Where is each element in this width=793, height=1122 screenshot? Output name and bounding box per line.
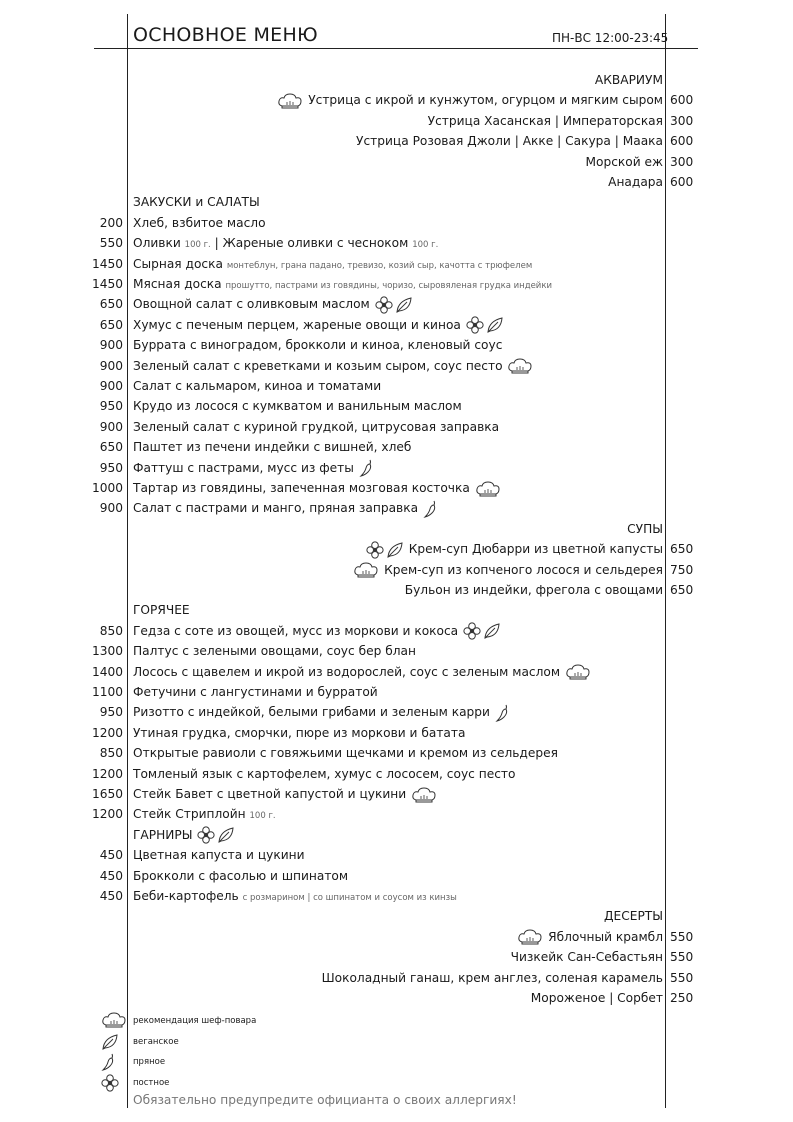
menu-item-price: 650 (99, 317, 123, 332)
allergy-warning: Обязательно предупредите официанта о своих аллергиях! (133, 1093, 517, 1107)
menu-item-name: Гедза с соте из овощей, мусс из моркови и кокоса (133, 623, 459, 638)
menu-item-text (352, 560, 663, 580)
leaf-icon (386, 541, 404, 559)
menu-item-name: Крем-суп Дюбарри из цветной капусты (408, 542, 663, 557)
menu-item-price: 900 (99, 419, 123, 434)
menu-item-name: Сырная доска (133, 256, 223, 271)
pepper-icon (359, 459, 375, 477)
menu-item-name: Фетучини с лангустинами и бурратой (133, 685, 378, 699)
menu-item-name: Фаттуш с пастрами, мусс из феты (133, 460, 354, 475)
leaf-icon (486, 316, 504, 334)
menu-item (0, 560, 793, 580)
menu-item-name: Томленый язык с картофелем, хумус с лососем, соус песто (133, 766, 516, 781)
menu-item (99, 233, 439, 253)
menu-item-name: Зеленый салат с креветками и козьим сыром, соус песто (133, 358, 503, 373)
opening-hours: ПН-ВС 12:00-23:45 (552, 31, 669, 45)
menu-item-price: 650 (99, 440, 123, 455)
menu-item (0, 90, 793, 110)
pepper-icon (423, 500, 439, 518)
menu-item-price: 450 (99, 868, 123, 883)
menu-item-price: 950 (99, 399, 123, 414)
menu-item (0, 152, 793, 172)
menu-item-name: Чизкейк Сан-Себастьян (510, 950, 663, 965)
menu-item-text (608, 172, 663, 192)
menu-item-name: Овощной салат с оливковым маслом (133, 297, 370, 312)
menu-item-price: 200 (99, 215, 123, 230)
menu-item (91, 662, 592, 682)
menu-item-name: Цветная капуста и цукини (133, 848, 305, 863)
page-title: ОСНОВНОЕ МЕНЮ (133, 24, 318, 46)
desserts-section-title: ДЕСЕРТЫ (604, 909, 663, 924)
menu-item-name: Мясная доска (133, 277, 222, 291)
leaf-icon (217, 826, 235, 844)
menu-item-note-extra: 100 г. (412, 240, 439, 251)
menu-item (91, 478, 502, 498)
chef-hat-icon (411, 787, 437, 803)
menu-item (99, 396, 462, 416)
chef-hat-icon (353, 562, 379, 578)
menu-item-price: 1200 (91, 725, 123, 740)
chef-hat-icon (507, 358, 533, 374)
soups-section-title: СУПЫ (627, 521, 663, 536)
menu-item (99, 886, 457, 906)
menu-item-name: Оливки (133, 236, 181, 251)
menu-item (99, 437, 412, 457)
menu-item (99, 845, 305, 865)
menu-item-name: Зеленый салат с куриной грудкой, цитрусовая заправка (133, 419, 500, 434)
chef-hat-icon (517, 929, 543, 945)
sides-section-title (133, 825, 236, 845)
menu-item (0, 111, 793, 131)
menu-item-name: Мороженое | Сорбет (530, 991, 663, 1005)
menu-item-note: 100 г. (249, 811, 276, 822)
menu-item-price: 600 (670, 134, 694, 149)
menu-item-price: 550 (670, 950, 694, 965)
menu-item-name: Устрица Розовая Джоли | Акке | Сакура | Маака (356, 134, 663, 149)
menu-item-name: Яблочный крамбл (548, 929, 663, 944)
menu-item-price: 950 (99, 705, 123, 720)
menu-item (91, 764, 516, 784)
menu-item-price: 1200 (91, 807, 123, 822)
menu-item (0, 131, 793, 151)
menu-item (99, 866, 349, 886)
menu-item-text (531, 988, 663, 1008)
menu-item-name: Паштет из печени индейки с вишней, хлеб (133, 440, 412, 455)
menu-item (91, 274, 552, 294)
menu-item-price: 850 (99, 746, 123, 761)
menu-item (99, 315, 505, 335)
menu-item-price: 750 (670, 562, 694, 577)
menu-item-price: 900 (99, 379, 123, 393)
menu-item-price: 650 (99, 297, 123, 312)
section-title-text: ЗАКУСКИ и САЛАТЫ (133, 195, 260, 210)
flower-icon (466, 316, 484, 334)
menu-item (91, 784, 438, 804)
menu-item-name: Стейк Бавет с цветной капустой и цукини (133, 787, 407, 801)
menu-item-name: Буррата с виноградом, брокколи и киноа, кленовый соус (133, 338, 503, 353)
menu-item-name: Устрица Хасанская | Императорская (427, 113, 663, 128)
menu-item (0, 539, 793, 559)
flower-icon (101, 1074, 119, 1092)
legend-label: постное (133, 1077, 170, 1088)
menu-item-price: 1000 (91, 481, 123, 495)
menu-item-price: 1450 (91, 256, 123, 271)
menu-item-note: монтеблун, грана падано, тревизо, козий сыр, качотта с трюфелем (226, 260, 533, 271)
menu-item-price: 550 (670, 970, 694, 985)
hot-section-title (133, 600, 190, 620)
menu-item-price: 450 (99, 848, 123, 863)
menu-item-price: 300 (670, 154, 694, 169)
leaf-icon (483, 622, 501, 640)
leaf-icon (395, 296, 413, 314)
menu-item-price: 650 (670, 583, 694, 597)
menu-item-name: Крудо из лосося с кумкватом и ванильным маслом (133, 399, 462, 414)
menu-item-price: 900 (99, 358, 123, 373)
chef-hat-icon (277, 93, 303, 109)
menu-item-text (428, 111, 663, 131)
menu-item-name: Хумус с печеным перцем, жареные овощи и киноа (133, 317, 461, 332)
pepper-icon (495, 704, 511, 722)
menu-item (0, 927, 793, 947)
menu-item-name: Стейк Стриплойн (133, 807, 246, 822)
legend-label: рекомендация шеф-повара (133, 1016, 257, 1026)
menu-item-name: Анадара (608, 175, 663, 189)
menu-item-name: Морской еж (585, 154, 663, 169)
pepper-icon (101, 1053, 117, 1071)
menu-item (99, 621, 502, 641)
menu-item-name: Лосось с щавелем и икрой из водорослей, соус с зеленым маслом (133, 664, 561, 679)
menu-item-name: Шоколадный ганаш, крем англез, соленая карамель (321, 970, 663, 985)
menu-item-price: 450 (99, 889, 123, 903)
menu-item-price: 600 (670, 93, 694, 108)
menu-item (99, 213, 266, 233)
legend-label: веганское (133, 1036, 179, 1047)
section-title-text: ГАРНИРЫ (133, 827, 193, 842)
menu-item-name: Тартар из говядины, запеченная мозговая косточка (133, 481, 470, 495)
menu-item (0, 580, 793, 600)
menu-item-price: 1300 (91, 644, 123, 659)
menu-item-note: прошутто, пастрами из говядины, чоризо, сыровяленая грудка индейки (225, 281, 552, 291)
chef-hat-icon (475, 481, 501, 497)
menu-item-price: 850 (99, 623, 123, 638)
aquarium-section-title: АКВАРИУМ (594, 73, 663, 87)
menu-item-name: Палтус с зелеными овощами, соус бер блан (133, 644, 416, 659)
menu-item (99, 294, 414, 314)
menu-item (99, 458, 376, 478)
menu-item-name: Ризотто с индейкой, белыми грибами и зеленым карри (133, 705, 490, 720)
menu-item-name: Устрица с икрой и кунжутом, огурцом и мягким сыром (308, 93, 663, 108)
menu-item (99, 376, 382, 396)
chef-hat-icon (101, 1012, 127, 1028)
starters-section-title (133, 192, 260, 212)
menu-item (0, 947, 793, 967)
chef-hat-icon (565, 664, 591, 680)
menu-item-text (356, 131, 663, 151)
menu-item-name: Бульон из индейки, фрегола с овощами (404, 583, 663, 597)
menu-item-note: с розмарином | со шпинатом и соусом из кинзы (242, 893, 457, 903)
menu-item-note: 100 г. (184, 240, 211, 251)
menu-item-name: Крем-суп из копченого лосося и сельдерея (384, 562, 663, 577)
menu-item-text (405, 580, 663, 600)
menu-item (99, 702, 512, 722)
menu-item-text (516, 927, 663, 947)
menu-item (91, 804, 276, 824)
menu-item-name: Беби-картофель (133, 889, 239, 903)
flower-icon (463, 622, 481, 640)
menu-item (91, 641, 416, 661)
menu-item-price: 600 (670, 175, 694, 189)
flower-icon (366, 541, 384, 559)
legend-label: пряное (133, 1057, 166, 1067)
menu-item-price: 1650 (91, 787, 123, 801)
menu-item-price: 550 (99, 236, 123, 251)
menu-item-price: 1400 (91, 664, 123, 679)
menu-item-price: 550 (670, 929, 694, 944)
menu-item-price: 1100 (91, 685, 123, 699)
section-title-text: ГОРЯЧЕЕ (133, 603, 190, 618)
menu-item-name: Салат с кальмаром, киноа и томатами (133, 379, 382, 393)
flower-icon (197, 826, 215, 844)
menu-item (0, 988, 793, 1008)
menu-item-text (586, 152, 664, 172)
menu-item-text (365, 539, 663, 559)
menu-item-price: 300 (670, 113, 694, 128)
leaf-icon (101, 1033, 119, 1051)
menu-item-price: 250 (670, 991, 694, 1005)
menu-item (91, 682, 378, 702)
menu-item-price: 650 (670, 542, 694, 557)
menu-item-price: 950 (99, 460, 123, 475)
menu-item (91, 254, 533, 274)
menu-item (99, 743, 558, 763)
menu-item-name: Брокколи с фасолью и шпинатом (133, 868, 349, 883)
flower-icon (375, 296, 393, 314)
menu-item-price: 1450 (91, 277, 123, 291)
menu-item-price: 1200 (91, 766, 123, 781)
menu-item (99, 498, 440, 518)
menu-item (0, 172, 793, 192)
menu-item (99, 335, 503, 355)
menu-item-text (511, 947, 663, 967)
menu-item (99, 356, 534, 376)
menu-item-price: 900 (99, 338, 123, 353)
menu-item (0, 968, 793, 988)
menu-item-name: Утиная грудка, сморчки, пюре из моркови и батата (133, 725, 466, 740)
menu-item-name: Салат с пастрами и манго, пряная заправка (133, 501, 419, 516)
menu-item-name: Хлеб, взбитое масло (133, 215, 266, 230)
menu-item-name: Открытые равиоли с говяжьими щечками и кремом из сельдерея (133, 746, 558, 761)
menu-item-name-extra: | Жареные оливки с чесноком (210, 236, 409, 251)
menu-item-text (322, 968, 663, 988)
header-rule (94, 48, 698, 49)
menu-item-price: 900 (99, 501, 123, 516)
menu-item-text (276, 90, 663, 110)
menu-item (99, 417, 500, 437)
menu-item (91, 723, 466, 743)
